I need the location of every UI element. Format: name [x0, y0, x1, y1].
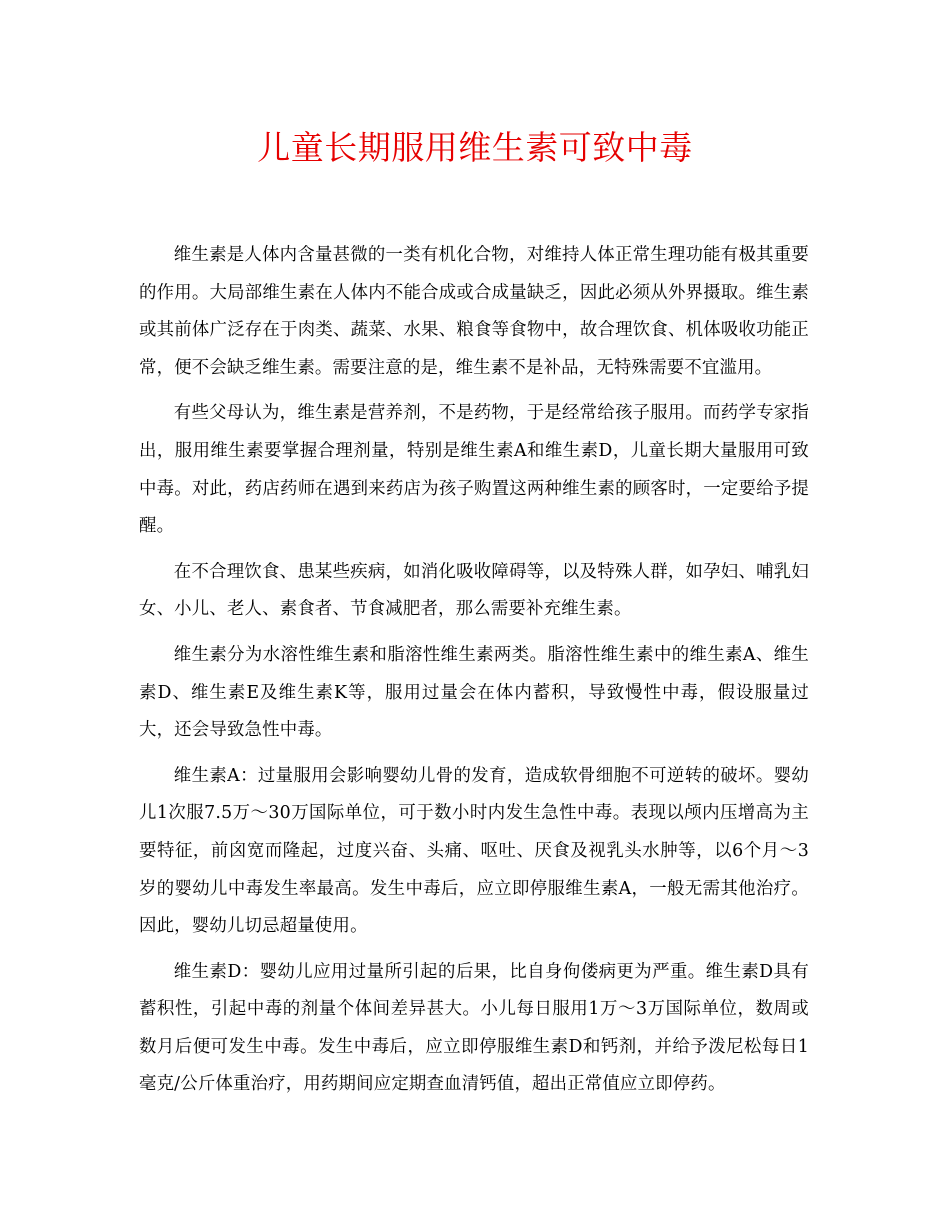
- paragraph-types: 维生素分为水溶性维生素和脂溶性维生素两类。脂溶性维生素中的维生素A、维生素D、维生素E及维生素K等，服用过量会在体内蓄积，导致慢性中毒，假设服量过大，还会导致急性中毒。: [139, 644, 809, 741]
- paragraph-vitamin-d: 维生素D：婴幼儿应用过量所引起的后果，比自身佝偻病更为严重。维生素D具有蓄积性，引起中毒的剂量个体间差异甚大。小儿每日服用1万～3万国际单位，数周或数月后便可发生中毒。发生中毒后，应立即停服维生素D和钙剂，并给予泼尼松每日1毫克/公斤体重治疗，用药期间应定期查血清钙值，超出正常值应立即停药。: [139, 961, 809, 1095]
- document-body: [139, 237, 809, 1112]
- paragraph-parents: 有些父母认为，维生素是营养剂，不是药物，于是经常给孩子服用。而药学专家指出，服用维生素要掌握合理剂量，特别是维生素A和维生素D，儿童长期大量服用可致中毒。对此，药店药师在遇到来药店为孩子购置这两种维生素的顾客时，一定要给予提醒。: [139, 403, 809, 537]
- paragraph-vitamin-a: 维生素A：过量服用会影响婴幼儿骨的发育，造成软骨细胞不可逆转的破坏。婴幼儿1次服7.5万～30万国际单位，可于数小时内发生急性中毒。表现以颅内压增高为主要特征，前囟宽而隆起，过度兴奋、头痛、呕吐、厌食及视乳头水肿等，以6个月～3岁的婴幼儿中毒发生率最高。发生中毒后，应立即停服维生素A，一般无需其他治疗。因此，婴幼儿切忌超量使用。: [139, 765, 809, 937]
- paragraph-intro: 维生素是人体内含量甚微的一类有机化合物，对维持人体正常生理功能有极其重要的作用。大局部维生素在人体内不能合成或合成量缺乏，因此必须从外界摄取。维生素或其前体广泛存在于肉类、蔬菜、水果、粮食等食物中，故合理饮食、机体吸收功能正常，便不会缺乏维生素。需要注意的是，维生素不是补品，无特殊需要不宜滥用。: [139, 245, 809, 378]
- document-title: 儿童长期服用维生素可致中毒: [257, 128, 693, 167]
- paragraph-need: 在不合理饮食、患某些疾病，如消化吸收障碍等，以及特殊人群，如孕妇、哺乳妇女、小儿、老人、素食者、节食减肥者，那么需要补充维生素。: [139, 561, 809, 620]
